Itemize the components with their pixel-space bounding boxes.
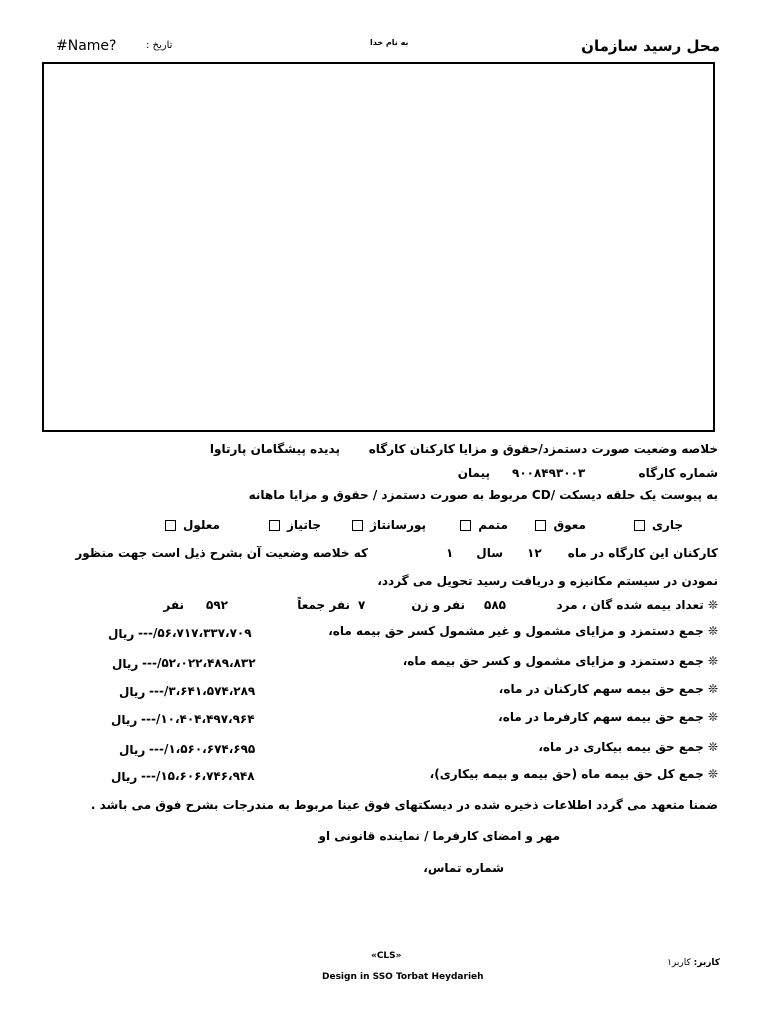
checkbox[interactable] [535,520,546,531]
total-row-label: جمع حق بیمه سهم کارکنان در ماه، [498,682,704,696]
period-year-label: سال [476,546,503,560]
checkbox[interactable] [634,520,645,531]
status-label: معوق [553,518,586,532]
currency-label: ریال [111,713,138,727]
insured-count-label: تعداد بیمه شده گان ، مرد [556,598,704,612]
user-value: کاربر۱ [667,958,691,968]
status-overdue[interactable] [532,518,586,532]
insured-count-row [556,598,718,612]
receipt-stamp-box [42,62,715,432]
currency-label: ریال [108,627,135,641]
summary-heading: خلاصه وضعیت صورت دستمزد/حقوق و مزایا کارکنان کارگاه [368,442,718,456]
total-count: ۵۹۲ [206,598,228,612]
name-field: #Name? [56,38,117,54]
checkbox[interactable] [352,520,363,531]
status-label: پورسانتاژ [369,518,426,532]
total-row-amount: ---/۱۵،۶۰۶،۷۴۶،۹۴۸ [141,769,255,783]
period-month: ۱۲ [527,546,542,560]
footer-design-credit: Design in SSO Torbat Heydarieh [322,972,484,982]
checkbox[interactable] [165,520,176,531]
period-line2: نمودن در سیستم مکانیزه و دریافت رسید تحویل می گردد، [377,574,718,588]
total-row-amount: ---/۱،۵۶۰،۶۷۴،۶۹۵ [149,742,256,756]
period-year: ۱ [446,546,454,560]
status-disabled[interactable] [162,518,220,532]
checkbox[interactable] [269,520,280,531]
date-label: تاریخ : [146,40,173,51]
total-row-amount: ---/۳،۶۴۱،۵۷۴،۲۸۹ [149,684,256,698]
total-row-label: جمع حق بیمه بیکاری در ماه، [538,740,704,754]
status-label: جاتیاز [287,518,321,532]
total-row-label: جمع حق بیمه سهم کارفرما در ماه، [498,710,704,724]
bullet: ❊ [707,740,718,754]
currency-label: ریال [119,743,146,757]
bullet: ❊ [707,710,718,724]
status-veteran[interactable] [266,518,321,532]
page-title: محل رسید سازمان [581,37,720,55]
total-row [430,767,718,781]
men-count: ۵۸۵ [484,598,506,612]
bullet: ❊ [707,767,718,781]
currency-label: ریال [119,685,146,699]
contract-label: پیمان [457,466,490,480]
women-label: نفر و زن [411,598,465,612]
total-row [498,710,718,724]
count-unit: نفر [163,598,184,612]
women-count: ۷ [358,598,366,612]
status-commission[interactable] [349,518,426,532]
total-row [328,624,718,638]
bismillah: به نام خدا [370,38,409,47]
total-row-label: جمع کل حق بیمه ماه (حق بیمه و بیمه بیکاری)، [429,767,704,781]
period-prefix: کارکنان این کارگاه در ماه [567,546,718,560]
footer-cls: «CLS» [371,951,402,961]
bullet: ❊ [707,598,718,612]
total-row-amount: ---/۱۰،۴۰۴،۴۹۷،۹۶۴ [141,712,255,726]
workshop-label: شماره کارگاه [638,466,718,480]
period-suffix: که خلاصه وضعیت آن بشرح ذیل است جهت منظور [75,546,368,560]
bullet: ❊ [707,624,718,638]
bullet: ❊ [707,682,718,696]
user-label: کاربر: [693,958,720,968]
commitment-text: ضمنا متعهد می گردد اطلاعات ذخیره شده در دیسکتهای فوق عینا مربوط به مندرجات بشرح فوق می باشد . [90,798,718,812]
currency-label: ریال [112,657,139,671]
total-row-amount: ---/۵۶،۷۱۷،۳۳۷،۷۰۹ [138,626,252,640]
contact-label: شماره تماس، [423,861,504,875]
workshop-number: ۹۰۰۸۴۹۳۰۰۳ [512,466,586,480]
attachment-line: به پیوست یک حلقه دیسکت /CD مربوط به صورت دستمزد / حقوق و مزایا ماهانه [248,488,718,502]
status-supplement[interactable] [457,518,508,532]
total-row-label: جمع دستمزد و مزایای مشمول و کسر حق بیمه ماه، [402,654,704,668]
total-label: نفر جمعاً [297,598,350,612]
checkbox[interactable] [460,520,471,531]
total-row [499,682,718,696]
status-current[interactable] [631,518,683,532]
footer-user [667,958,720,968]
status-label: معلول [182,518,220,532]
status-label: متمم [478,518,508,532]
total-row [403,654,718,668]
total-row-label: جمع دستمزد و مزایای مشمول و غیر مشمول کسر حق بیمه ماه، [328,624,704,638]
employer-name: پدیده پیشگامان پارتاوا [209,442,340,456]
currency-label: ریال [111,770,138,784]
bullet: ❊ [707,654,718,668]
signature-label: مهر و امضای کارفرما / نماینده قانونی او [318,829,560,843]
total-row-amount: ---/۵۲،۰۲۲،۴۸۹،۸۳۲ [142,656,256,670]
status-label: جاری [651,518,683,532]
total-row [538,740,718,754]
